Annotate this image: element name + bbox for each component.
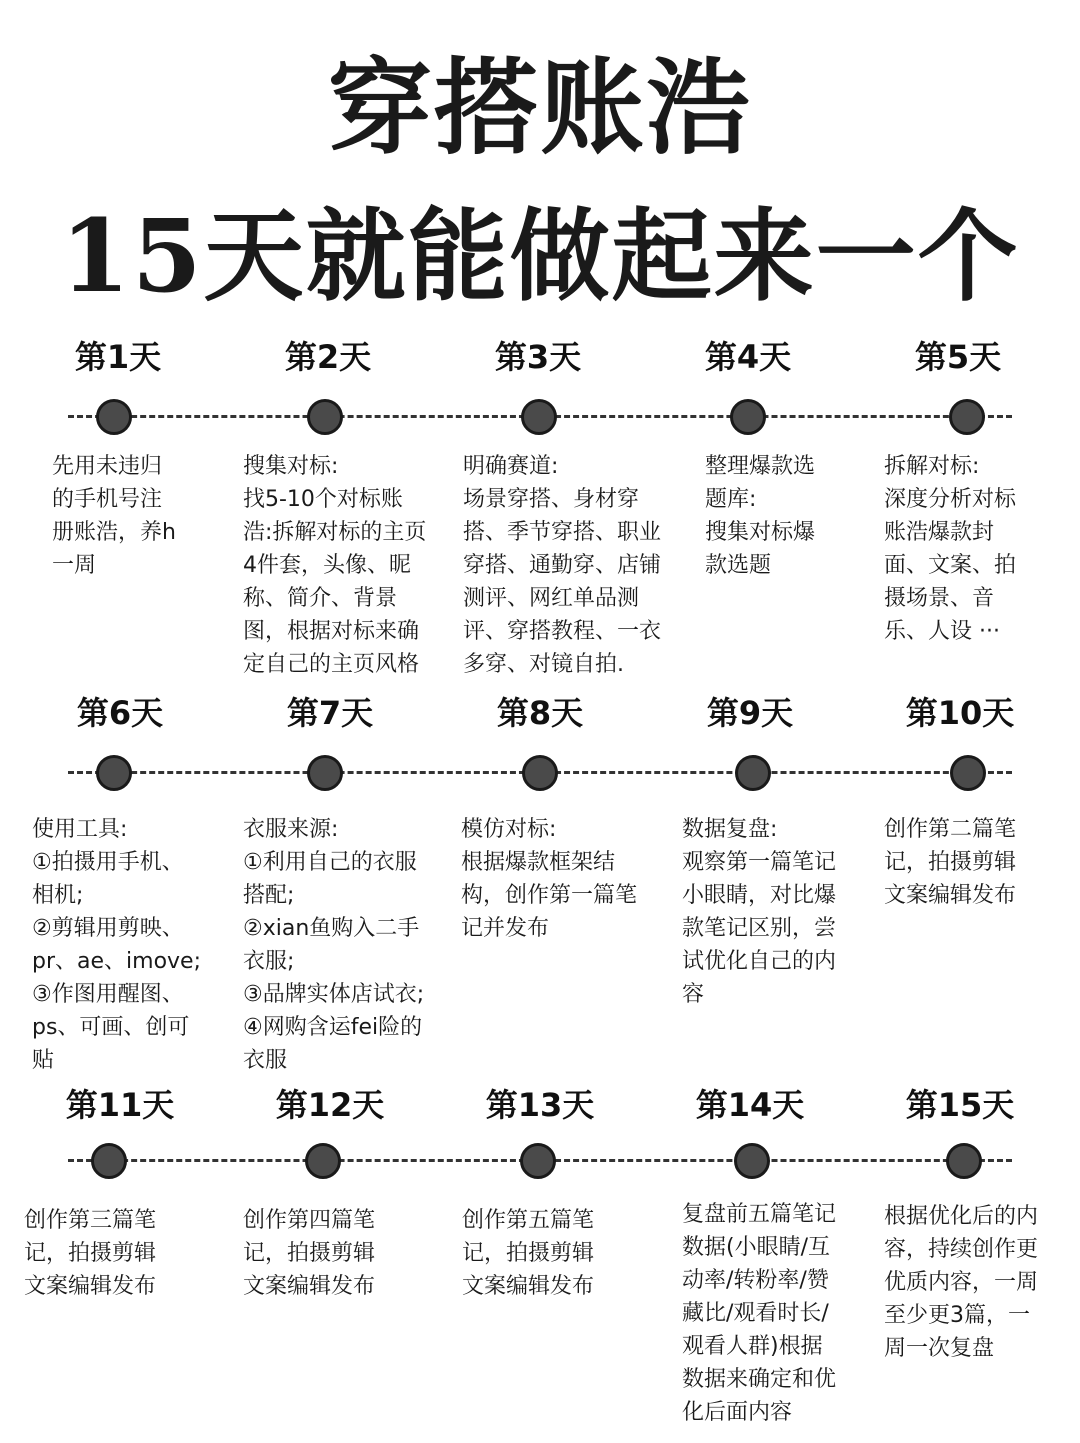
day-label: 第12天 bbox=[275, 1086, 385, 1124]
day-label: 第11天 bbox=[65, 1086, 175, 1124]
day-description: 模仿对标: 根据爆款框架结 构，创作第一篇笔 记并发布 bbox=[461, 817, 638, 941]
day-label: 第5天 bbox=[914, 338, 1002, 376]
page-title: 穿搭账浩 bbox=[327, 46, 752, 169]
timeline-dot bbox=[950, 755, 986, 791]
day-label: 第6天 bbox=[76, 694, 164, 732]
timeline-dot bbox=[946, 1143, 982, 1179]
day-description: 创作第二篇笔 记，拍摄剪辑 文案编辑发布 bbox=[884, 817, 1017, 908]
day-description: 使用工具: ①拍摄用手机、 相机; ②剪辑用剪映、 pr、ae、imove; ③作图用醒图、 ps、可画、创可 贴 bbox=[32, 817, 201, 1073]
day-description: 衣服来源: ①利用自己的衣服 搭配; ②xian鱼购入二手 衣服; ③品牌实体店试衣; ④网购含运fei险的 衣服 bbox=[243, 817, 425, 1073]
day-label: 第10天 bbox=[905, 694, 1015, 732]
day-description: 拆解对标: 深度分析对标 账浩爆款封 面、文案、拍 摄场景、音 乐、人设 ··· bbox=[884, 454, 1017, 644]
day-description: 整理爆款选 题库: 搜集对标爆 款选题 bbox=[705, 454, 816, 578]
day-label: 第4天 bbox=[704, 338, 792, 376]
day-label: 第3天 bbox=[494, 338, 582, 376]
timeline-dot bbox=[521, 399, 557, 435]
day-description: 创作第三篇笔 记，拍摄剪辑 文案编辑发布 bbox=[24, 1208, 157, 1299]
timeline-dot bbox=[734, 1143, 770, 1179]
page-subtitle: 15天就能做起来一个 bbox=[60, 197, 1020, 315]
day-label: 第7天 bbox=[286, 694, 374, 732]
day-description: 搜集对标: 找5-10个对标账 浩:拆解对标的主页 4件套，头像、昵 称、简介、背景 图，根据对标来确 定自己的主页风格 bbox=[243, 454, 427, 677]
timeline-dot bbox=[307, 399, 343, 435]
day-description: 数据复盘: 观察第一篇笔记 小眼睛，对比爆 款笔记区别，尝 试优化自己的内 容 bbox=[682, 817, 837, 1007]
timeline-dot bbox=[730, 399, 766, 435]
timeline-dot bbox=[96, 399, 132, 435]
day-label: 第15天 bbox=[905, 1086, 1015, 1124]
timeline-dot bbox=[949, 399, 985, 435]
timeline-dot bbox=[735, 755, 771, 791]
day-label: 第14天 bbox=[695, 1086, 805, 1124]
day-description: 根据优化后的内 容，持续创作更 优质内容，一周 至少更3篇，一 周一次复盘 bbox=[884, 1204, 1039, 1361]
timeline-dot bbox=[522, 755, 558, 791]
day-description: 创作第四篇笔 记，拍摄剪辑 文案编辑发布 bbox=[243, 1208, 376, 1299]
day-label: 第8天 bbox=[496, 694, 584, 732]
day-description: 创作第五篇笔 记，拍摄剪辑 文案编辑发布 bbox=[462, 1208, 595, 1299]
day-label: 第2天 bbox=[284, 338, 372, 376]
day-description: 明确赛道: 场景穿搭、身材穿 搭、季节穿搭、职业 穿搭、通勤穿、店铺 测评、网红单品测 评、穿搭教程、一衣 多穿、对镜自拍. bbox=[463, 454, 662, 677]
timeline-dot bbox=[96, 755, 132, 791]
day-label: 第1天 bbox=[74, 338, 162, 376]
day-description: 复盘前五篇笔记 数据(小眼睛/互 动率/转粉率/赞 藏比/观看时长/ 观看人群)根据 数据来确定和优 化后面内容 bbox=[682, 1202, 837, 1425]
day-label: 第13天 bbox=[485, 1086, 595, 1124]
day-label: 第9天 bbox=[706, 694, 794, 732]
day-description: 先用未违归 的手机号注 册账浩，养h 一周 bbox=[52, 454, 176, 578]
timeline-dot bbox=[305, 1143, 341, 1179]
timeline-dot bbox=[307, 755, 343, 791]
timeline-dot bbox=[520, 1143, 556, 1179]
timeline-dot bbox=[91, 1143, 127, 1179]
